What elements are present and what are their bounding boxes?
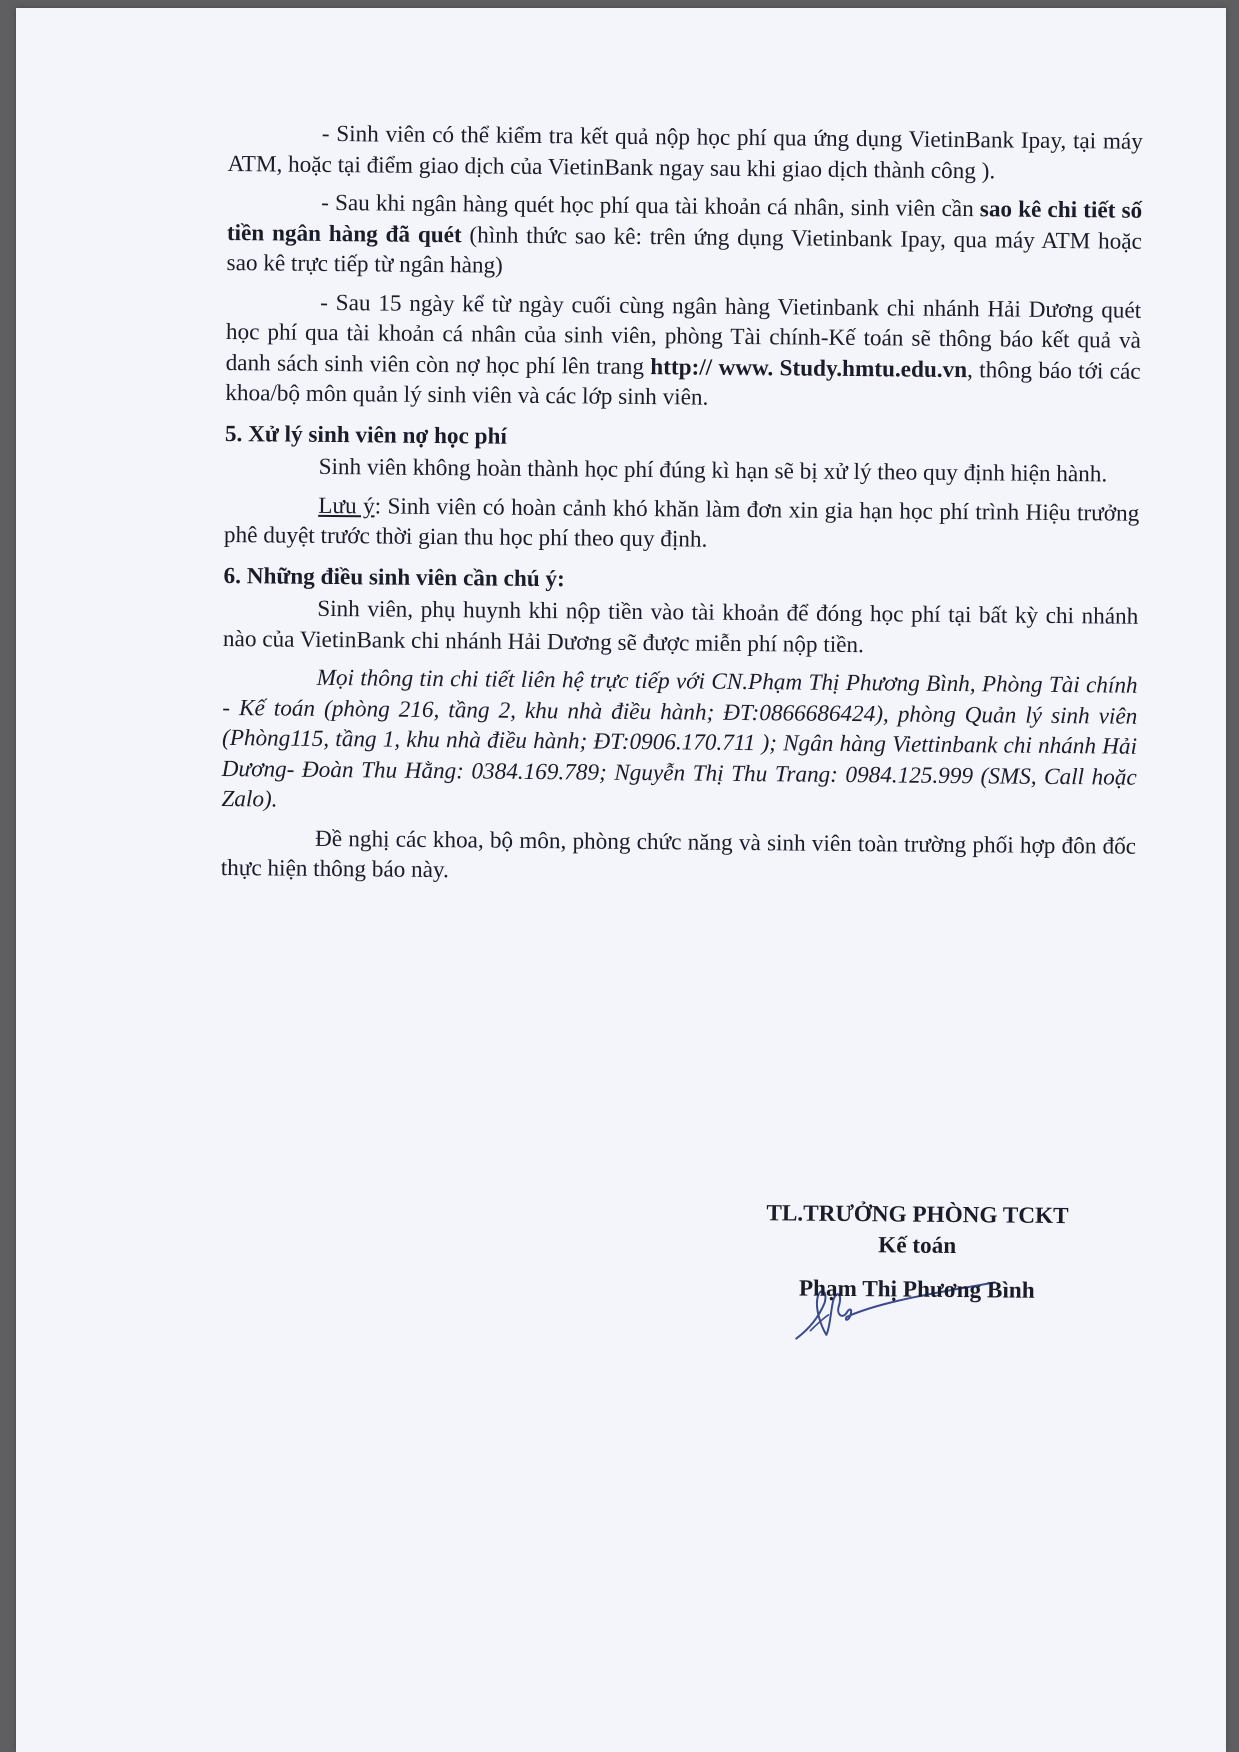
- paragraph-check-result: - Sinh viên có thể kiểm tra kết quả nộp học phí qua ứng dụng VietinBank Ipay, tại máy ATM, hoặc tại điểm giao dịch của VietinBank ngay sau khi giao dịch thành công ).: [227, 120, 1143, 184]
- section-6-body: Sinh viên, phụ huynh khi nộp tiền vào tài khoản để đóng học phí tại bất kỳ chi nhánh nào của VietinBank chi nhánh Hải Dương sẽ được miễn phí nộp tiền.: [222, 595, 1139, 658]
- signature-role: Kế toán: [878, 1231, 957, 1259]
- text-run: - Sau khi ngân hàng quét học phí qua tài khoản cá nhân, sinh viên cần: [321, 189, 980, 223]
- bold-text-run: sao kê chi tiết số tiền ngân hàng đã quét: [226, 196, 1143, 248]
- document-page: [16, 8, 1226, 1752]
- section-6-heading: 6. Những điều sinh viên cần chú ý:: [223, 562, 565, 592]
- note-text: : Sinh viên có hoàn cảnh khó khăn làm đơn xin gia hạn học phí trình Hiệu trưởng phê duyệt trước thời gian thu học phí theo quy định.: [223, 492, 1140, 553]
- text-run: , thông báo tới các khoa/bộ môn quản lý sinh viên và các lớp sinh viên.: [225, 356, 1141, 411]
- note-label: Lưu ý: [318, 492, 375, 519]
- section-5-heading: 5. Xử lý sinh viên nợ học phí: [224, 420, 507, 450]
- section-5-note: [224, 489, 1140, 559]
- text-run: (hình thức sao kê: trên ứng dụng Vietinbank Ipay, qua máy ATM hoặc sao kê trực tiếp từ ngân hàng): [226, 221, 1142, 279]
- contact-paragraph: Mọi thông tin chi tiết liên hệ trực tiếp với CN.Phạm Thị Phương Bình, Phòng Tài chính - Kế toán (phòng 216, tầng 2, khu nhà điều hành; ĐT:0866686424), phòng Quản lý sinh viên (Phòng115, tầng 1, khu nhà điều hành; ĐT:0906.170.711 ); Ngân hàng Viettinbank chi nhánh Hải Dương- Đoàn Thu Hằng: 0384.169.789; Nguyễn Thị Thu Trang: 0984.125.999 (SMS, Call hoặc Zalo).: [221, 664, 1138, 813]
- section-5-body: Sinh viên không hoàn thành học phí đúng kì hạn sẽ bị xử lý theo quy định hiện hành.: [318, 453, 1108, 488]
- paragraph-debt-list: [225, 286, 1141, 417]
- document-body: [220, 118, 1143, 1304]
- signature-title: TL.TRƯỞNG PHÒNG TCKT: [766, 1200, 1069, 1230]
- paragraph-bank-statement: [226, 187, 1142, 287]
- text-run: - Sau 15 ngày kể từ ngày cuối cùng ngân hàng Vietinbank chi nhánh Hải Dương quét học phí qua tài khoản cá nhân của sinh viên, phòng Tài chính-Kế toán sẽ thông báo kết quả và danh sách sinh viên còn nợ học phí lên trang: [225, 289, 1142, 380]
- signatory-name: Phạm Thị Phương Bình: [798, 1275, 1035, 1304]
- request-paragraph: Đề nghị các khoa, bộ môn, phòng chức năng và sinh viên toàn trường phối hợp đôn đốc thực hiện thông báo này.: [220, 825, 1137, 884]
- website-link-text: http:// www. Study.hmtu.edu.vn: [650, 353, 968, 383]
- signature-title-block: [707, 1198, 1128, 1263]
